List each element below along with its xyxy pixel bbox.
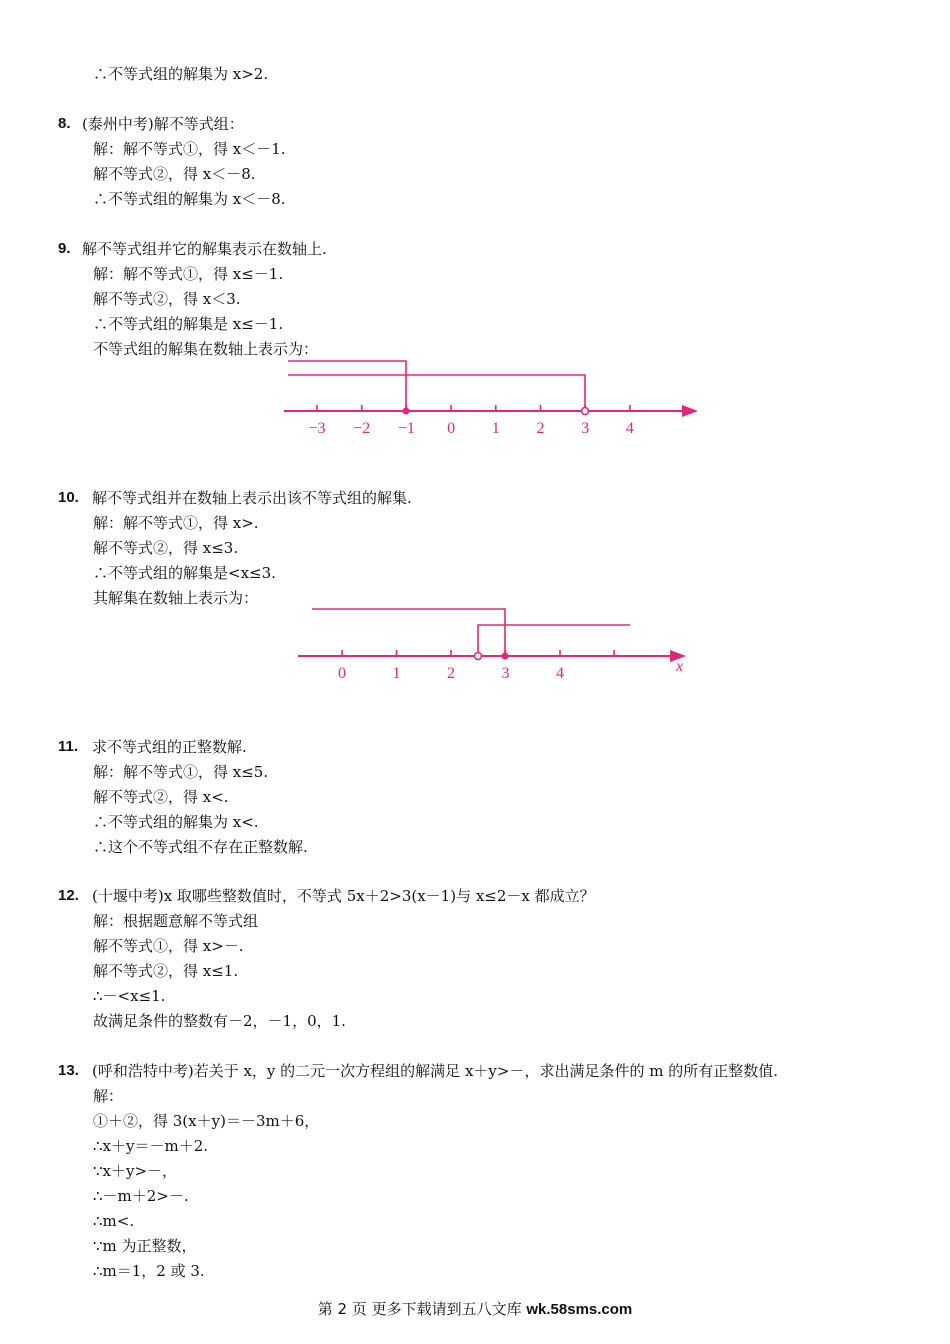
question-12-answer-1: 解：根据题意解不等式组 (93, 912, 259, 930)
number-line-1-tick-label: −1 (397, 420, 415, 437)
question-13-answer-6: ∴m<. (93, 1212, 135, 1230)
question-11-answer-3: ∴不等式组的解集为 x<. (93, 813, 259, 831)
number-line-2-solid-point (502, 653, 509, 660)
number-line-1-tick-label: 2 (536, 420, 545, 437)
page-footer (0, 1298, 950, 1319)
question-8-answer-1: 解：解不等式①，得 x＜－1. (93, 140, 286, 158)
number-line-2-solution-left (312, 609, 505, 656)
question-13-title: (呼和浩特中考)若关于 x，y 的二元一次方程组的解满足 x＋y>－，求出满足条件的 m 的所有正整数值. (92, 1062, 778, 1080)
question-13-answer-5: ∴－m＋2>－. (93, 1187, 189, 1205)
question-10-answer-4: 其解集在数轴上表示为： (93, 589, 259, 607)
question-8-answer-3: ∴不等式组的解集为 x＜－8. (93, 190, 286, 208)
question-12-answer-4: ∴－<x≤1. (93, 987, 166, 1005)
question-13-answer-2: ①＋②，得 3(x＋y)＝－3m＋6， (93, 1112, 320, 1130)
question-12-number: 12. (58, 887, 79, 904)
question-13-answer-4: ∵x＋y>－， (93, 1162, 178, 1180)
question-9-answer-4: 不等式组的解集在数轴上表示为： (93, 340, 319, 358)
question-10-title: 解不等式组并在数轴上表示出该不等式组的解集. (92, 489, 412, 507)
question-8-answer-2: 解不等式②，得 x＜－8. (93, 165, 256, 183)
number-line-2-solution-right (478, 625, 630, 656)
question-10-answer-2: 解不等式②，得 x≤3. (93, 539, 239, 557)
question-13-number: 13. (58, 1062, 79, 1079)
question-13-answer-1: 解： (93, 1087, 124, 1105)
question-11-answer-4: ∴这个不等式组不存在正整数解. (93, 838, 308, 856)
footer-text: 第 2 页 更多下载请到五八文库 (317, 1300, 527, 1318)
number-line-2-tick-label: 3 (501, 665, 510, 682)
number-line-1-tick-label: −3 (308, 420, 326, 437)
question-13-answer-8: ∴m＝1，2 或 3. (93, 1262, 205, 1280)
question-9-answer-1: 解：解不等式①，得 x≤－1. (93, 265, 284, 283)
question-13-answer-7: ∵m 为正整数， (93, 1237, 197, 1255)
number-line-2-open-point (475, 653, 482, 660)
question-8-number: 8. (58, 115, 71, 132)
question-9-number: 9. (58, 240, 71, 257)
footer-site: wk.58sms.com (526, 1301, 633, 1318)
question-11-answer-1: 解：解不等式①，得 x≤5. (93, 763, 269, 781)
number-line-2-axis-label: x (676, 658, 684, 675)
question-11-answer-2: 解不等式②，得 x<. (93, 788, 229, 806)
number-line-1-tick-label: −2 (353, 420, 371, 437)
question-9-title: 解不等式组并它的解集表示在数轴上. (82, 240, 327, 258)
number-line-1-tick-label: 4 (625, 420, 634, 437)
conclusion-line: ∴不等式组的解集为 x>2. (93, 65, 269, 83)
question-12-answer-2: 解不等式①，得 x>－. (93, 937, 244, 955)
number-line-1-tick-label: 0 (447, 420, 456, 437)
question-11-number: 11. (58, 738, 79, 755)
number-line-2-tick-label: 2 (447, 665, 455, 682)
question-10-answer-1: 解：解不等式①，得 x>. (93, 514, 259, 532)
number-line-1-tick-label: 1 (491, 420, 500, 437)
question-12-answer-5: 故满足条件的整数有－2，－1，0，1. (93, 1012, 346, 1030)
number-line-1-tick-label: 3 (581, 420, 590, 437)
question-11-title: 求不等式组的正整数解. (92, 738, 247, 756)
question-12-title: (十堰中考)x 取哪些整数值时，不等式 5x＋2>3(x－1)与 x≤2－x 都成立？ (92, 887, 595, 905)
question-9-answer-3: ∴不等式组的解集是 x≤－1. (93, 315, 284, 333)
question-13-answer-3: ∴x＋y＝－m＋2. (93, 1137, 209, 1155)
question-8-title: (泰州中考)解不等式组： (82, 115, 244, 133)
question-12-answer-3: 解不等式②，得 x≤1. (93, 962, 239, 980)
question-9-answer-2: 解不等式②，得 x＜3. (93, 290, 241, 308)
number-line-2-tick-label: 4 (556, 665, 564, 682)
number-line-2-tick-label: 1 (392, 665, 401, 682)
number-line-2-tick-label: 0 (338, 665, 346, 682)
question-10-answer-3: ∴不等式组的解集是<x≤3. (93, 564, 276, 582)
question-10-number: 10. (58, 489, 79, 506)
